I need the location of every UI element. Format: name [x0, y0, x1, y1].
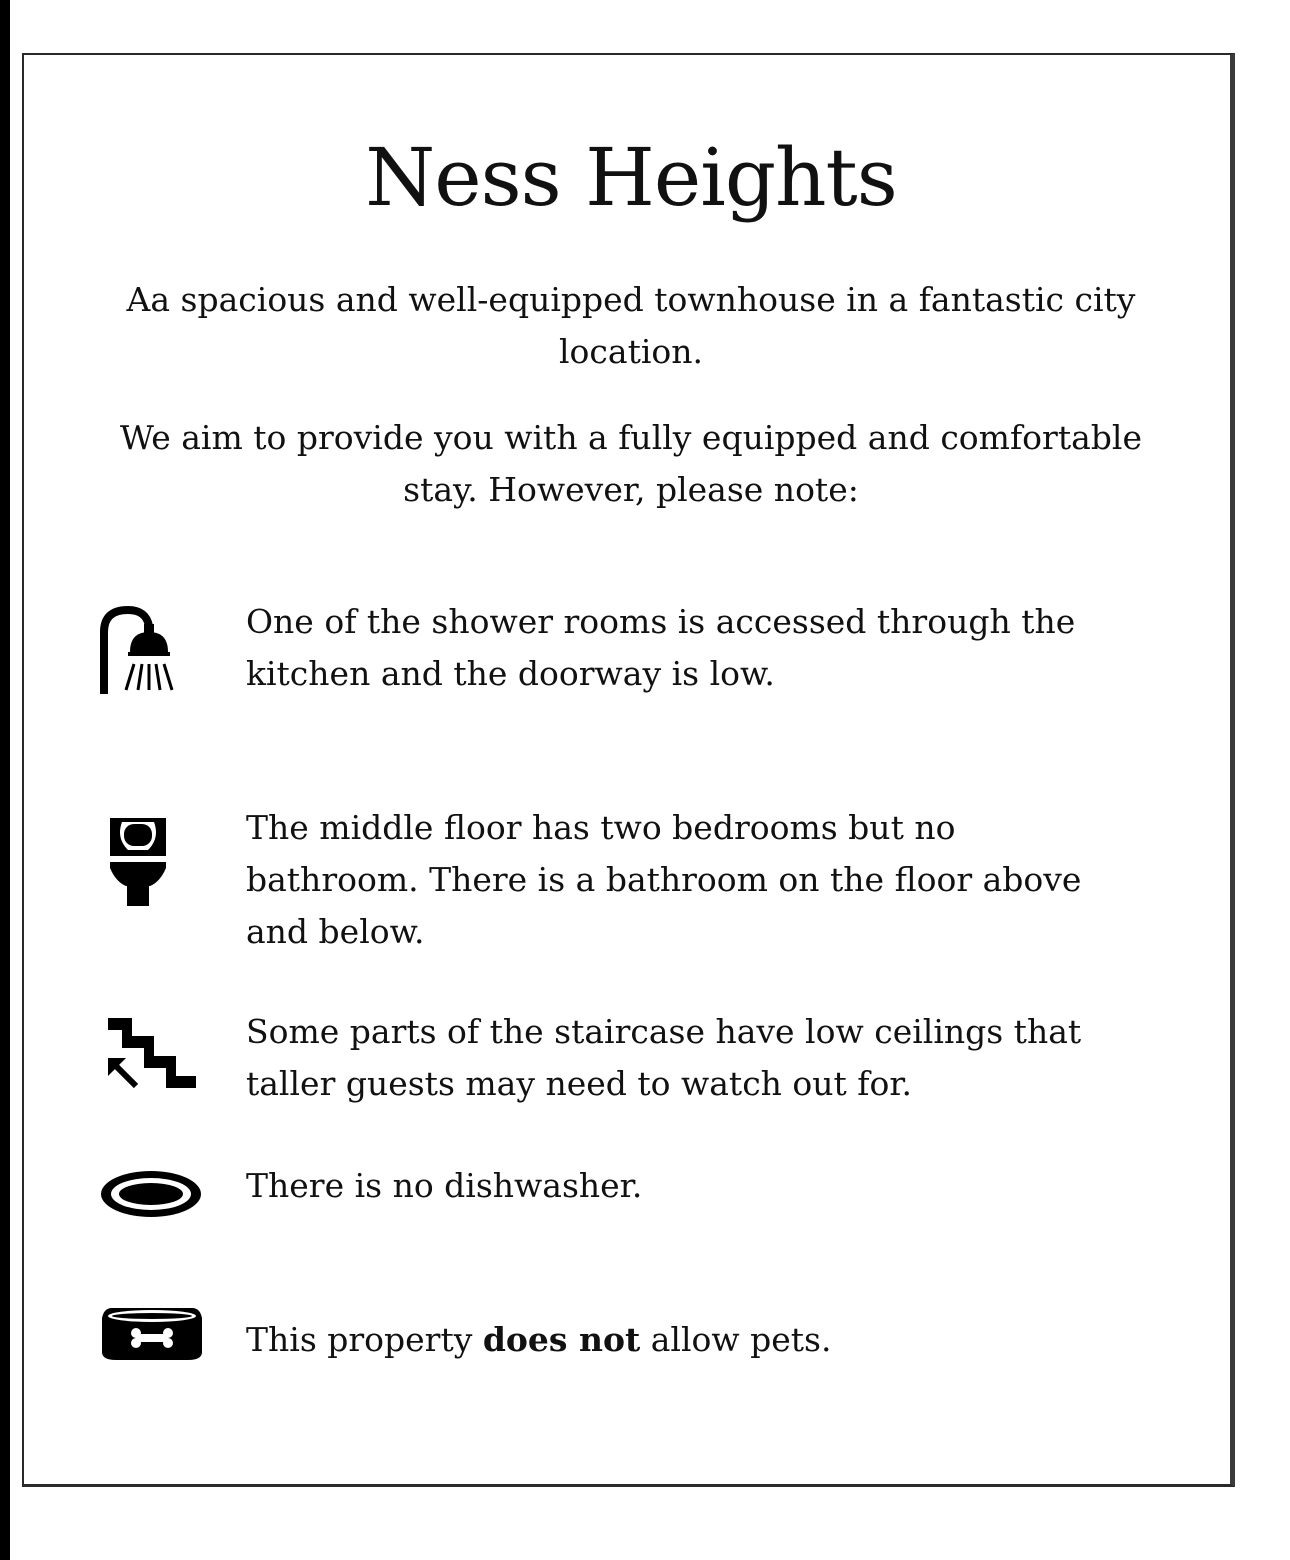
- shower-icon: [96, 602, 186, 698]
- note-text-4: There is no dishwasher.: [246, 1166, 643, 1205]
- intro-paragraph-2: We aim to provide you with a fully equipped and comfortable stay. However, please note:: [120, 418, 1142, 509]
- note-text-5-after: allow pets.: [640, 1320, 832, 1359]
- note-text-5: [246, 1314, 1126, 1366]
- note-text-1: One of the shower rooms is accessed through the kitchen and the doorway is low.: [246, 602, 1076, 693]
- note-text-2: The middle floor has two bedrooms but no bathroom. There is a bathroom on the floor above and below.: [246, 808, 1082, 951]
- pet-bowl-icon: [98, 1304, 206, 1364]
- note-text-3: Some parts of the staircase have low ceilings that taller guests may need to watch out for.: [246, 1012, 1082, 1103]
- toilet-icon: [106, 816, 170, 908]
- page-edge-strip: [0, 0, 10, 1560]
- dish-icon: [98, 1168, 204, 1220]
- notice-card: [22, 53, 1235, 1487]
- page-title: Ness Heights: [365, 131, 897, 224]
- note-text-5-emphasis: does not: [482, 1320, 641, 1359]
- stairs-icon: [104, 1016, 198, 1092]
- intro-paragraph-1: Aa spacious and well-equipped townhouse in a fantastic city location.: [126, 280, 1136, 371]
- note-text-5-before: This property: [246, 1320, 483, 1359]
